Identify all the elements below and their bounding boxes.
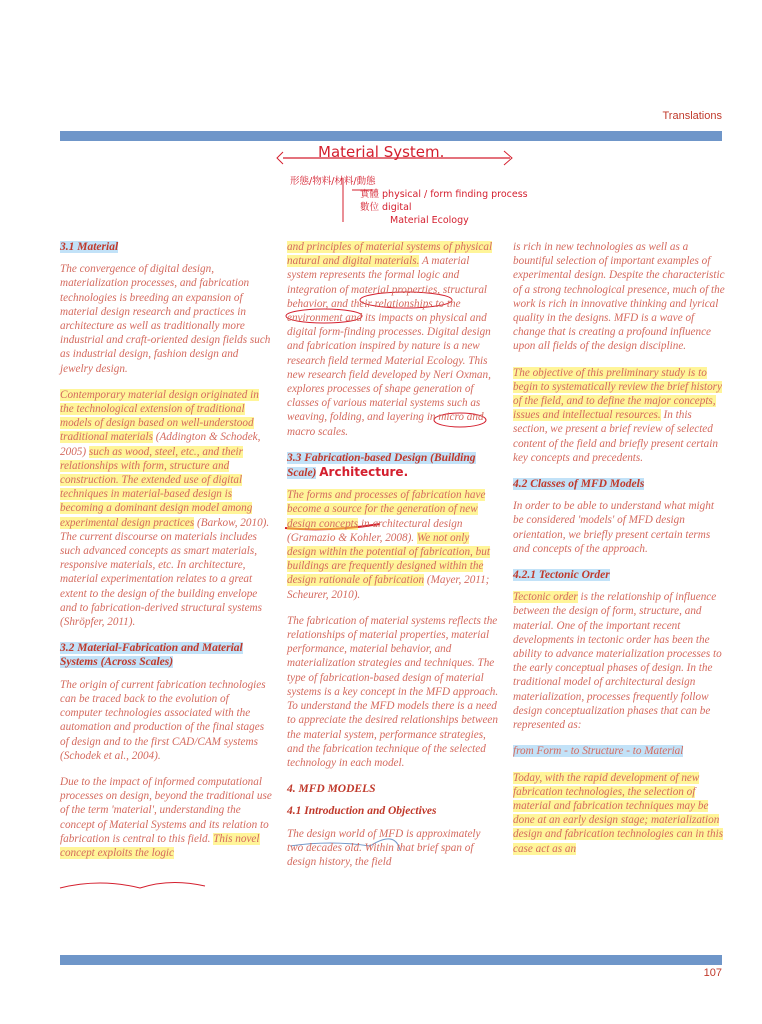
note-line: 實體 physical / form finding process xyxy=(360,189,528,200)
highlighted-text: This novel concept exploits the logic xyxy=(60,832,260,859)
heading-text: 3.1 Material xyxy=(60,241,119,253)
citation: in architectural design (Gramazio & Kohler, 2008). xyxy=(287,517,463,544)
paragraph xyxy=(287,488,499,602)
heading-text: 3.2 Material-Fabrication and Material Systems (Across Scales) xyxy=(60,642,243,669)
heading-3-3 xyxy=(287,451,499,480)
paragraph xyxy=(60,388,272,629)
column-3 xyxy=(513,240,725,868)
note-line: 數位 digital xyxy=(360,202,412,213)
highlighted-text: Contemporary material design originated in the technological extension of traditional models of design based on well-understood traditional materials xyxy=(60,388,259,444)
handwritten-title: Material System. xyxy=(318,143,445,161)
heading-4-1: 4.1 Introduction and Objectives xyxy=(287,805,437,818)
highlighted-text: Tectonic order xyxy=(513,591,578,604)
highlighted-text: The objective of this preliminary study is to begin to systematically review the brief history of the field, and to define the major concepts, issues and intellectual resources. xyxy=(513,366,722,422)
highlighted-text: The forms and processes of fabrication have become a source for the generation of new design concepts xyxy=(287,489,486,530)
paragraph: The fabrication of material systems reflects the relationships of material properties, material performance, material behavior, and materialization strategies and techniques. The type of fabrication-based design of material systems is a key concept in the MFD approach. To understand the MFD models there is a need to appreciate the desired relationships between the material system, performance strategies, and the fabrication technique of the selected technology in each model. xyxy=(287,614,499,769)
highlighted-text: We not only design within the potential of fabrication, but buildings are frequently designed within the design rationale of fabrication xyxy=(287,531,490,587)
paragraph xyxy=(513,590,725,732)
heading-text: 4.2.1 Tectonic Order xyxy=(513,569,610,582)
citation: (Addington & Schodek, 2005) xyxy=(60,431,261,458)
heading-text: 3.3 Fabrication-based Design (Building Scale) xyxy=(287,451,476,480)
heading-text: 4.2 Classes of MFD Models xyxy=(513,478,645,491)
paragraph-text: is the relationship of influence between the design of form, structure, and material. One of the important recent developments in tectonic order has been the ability to advance materialization processes to the early conceptual phases of design. In the traditional model of architectural design materialization, processes frequently follow design conceptualization phases that can be represented as: xyxy=(513,591,722,732)
highlighted-text: and principles of material systems of physical natural and digital materials. xyxy=(287,241,493,268)
paragraph xyxy=(513,771,725,856)
paragraph xyxy=(287,240,499,439)
heading-3-2 xyxy=(60,641,272,669)
heading-4-2 xyxy=(513,477,725,491)
paragraph: is rich in new technologies as well as a bountiful selection of important examples of experimental design. Despite the characteristic of a strong technological presence, much of the work is rich in innovative thinking and lyrical quality in the designs. MFD is a wave of change that is creating a profound influence upon all fields of the design discipline. xyxy=(513,241,725,353)
paragraph: The origin of current fabrication technologies can be traced back to the evolution of computer technologies associated with the automation and production of the final stages of design and to the first CAD/CAM systems (Schodek et al., 2004). xyxy=(60,678,266,762)
section-header: Translations xyxy=(662,110,722,122)
paragraph-text: (Barkow, 2010). The current discourse on materials includes such advanced concepts as smart materials, responsive materials, etc. In architecture, material experimentation relates to a great extent to the design of the building envelope and to fabrication-derived structural systems (Shröpfer, 2011). xyxy=(60,516,270,629)
paragraph-text: In this section, we present a brief review of selected content of the field and briefly present certain key concepts and precedents. xyxy=(513,409,718,464)
column-2 xyxy=(287,240,499,881)
highlighted-text: Today, with the rapid development of new fabrication technologies, the selection of material and fabrication techniques may be done at an early design stage; materialization design and fabrication technologies can in this case act as an xyxy=(513,771,724,855)
highlighted-text: such as wood, steel, etc., and their relationships with form, structure and construction. The extended use of digital techniques in material-based design is becoming a dominant design model among experimental design practices xyxy=(60,445,253,529)
paragraph-text: A material system represents the formal logic and integration of material properties, structural behavior, and their relationships to the environment and its impacts on physical and digital form-finding processes. Digital design and fabrication inspired by nature is a new research field termed Material Ecology. This new research field developed by Neri Oxman, explores processes of shape generation of classes of various material systems such as weaving, folding, and layering in micro and macro scales. xyxy=(287,255,491,438)
column-1 xyxy=(60,240,272,872)
paragraph xyxy=(60,775,272,860)
paragraph-text: Due to the impact of informed computational processes on design, beyond the traditional use of the term 'material', understanding the concept of Material Systems and its relation to fabrication is central to this field. xyxy=(60,775,272,845)
note-line: Material Ecology xyxy=(390,215,469,226)
paragraph xyxy=(513,366,725,465)
paragraph: In order to be able to understand what might be considered 'models' of MFD design orientation, we briefly present certain terms and concepts of the approach. xyxy=(513,500,714,555)
paragraph: The convergence of digital design, materialization processes, and fabrication technologies is breeding an expansion of material design research and practices in architecture as well as traditionally more industrial and craft-oriented design fields such as industrial design, fashion design and jewelry design. xyxy=(60,263,271,375)
citation: (Mayer, 2011; Scheurer, 2010). xyxy=(287,574,490,601)
bottom-rule xyxy=(60,955,722,965)
handwritten-note: Architecture. xyxy=(319,465,409,480)
paragraph: The design world of MFD is approximately two decades old. Within that brief span of design history, the field xyxy=(287,827,481,868)
sequence-line xyxy=(513,744,725,758)
highlighted-text: from Form - to Structure - to Material xyxy=(513,745,684,758)
heading-4-2-1 xyxy=(513,568,725,582)
heading-3-1 xyxy=(60,240,272,254)
page-number: 107 xyxy=(703,967,722,979)
heading-4: 4. MFD MODELS xyxy=(287,783,376,796)
note-line: 形態/物料/材料/動態 xyxy=(290,176,376,187)
